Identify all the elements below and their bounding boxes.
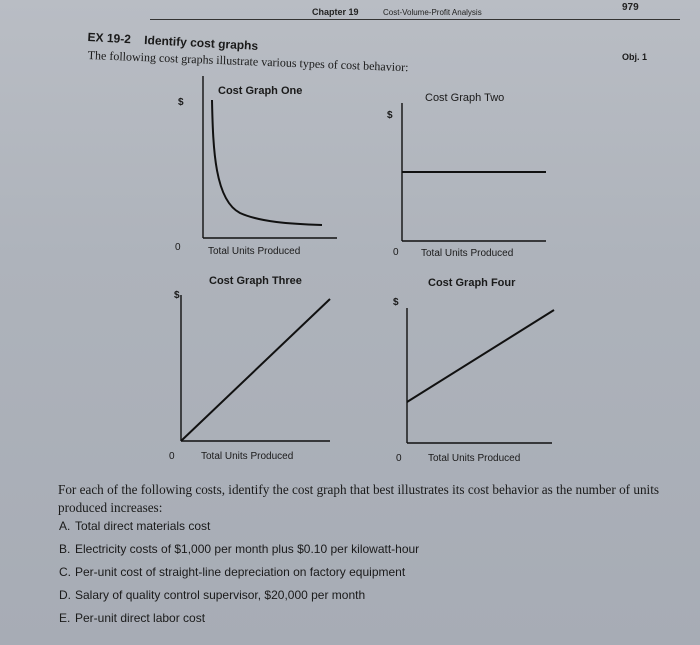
graph-four-title: Cost Graph Four (428, 277, 516, 289)
question-item (59, 519, 210, 533)
item-key: E. (59, 611, 71, 625)
graph-two (402, 103, 546, 241)
page-number: 979 (622, 2, 639, 13)
item-text: Electricity costs of $1,000 per month plus $0.10 per kilowatt-hour (75, 542, 420, 556)
chapter-title: Cost-Volume-Profit Analysis (383, 8, 482, 17)
graph-two-origin: 0 (393, 247, 399, 258)
exercise-number: EX 19-2 (87, 30, 132, 47)
graph-three-title: Cost Graph Three (209, 275, 302, 287)
item-text: Per-unit direct labor cost (75, 611, 206, 625)
graph-four-x-label: Total Units Produced (428, 453, 521, 464)
graph-three-x-label: Total Units Produced (201, 451, 294, 462)
item-text: Total direct materials cost (75, 519, 211, 533)
graph-one (203, 76, 337, 238)
item-key: B. (59, 542, 71, 556)
item-text: Per-unit cost of straight-line depreciation on factory equipment (75, 565, 406, 579)
graph-four-line-with-intercept (407, 310, 554, 402)
question-item (59, 588, 365, 602)
question-prompt: For each of the following costs, identify the cost graph that best illustrates its cost behavior as the number of units produced increases: (58, 482, 660, 515)
graph-two-x-label: Total Units Produced (421, 248, 514, 259)
question-item (59, 542, 419, 556)
item-key: A. (59, 519, 71, 533)
item-key: C. (59, 565, 71, 579)
item-key: D. (59, 588, 71, 602)
exercise-title: Identify cost graphs (143, 32, 259, 53)
graph-two-y-label: $ (387, 110, 393, 121)
graph-three-line-from-origin (181, 299, 330, 441)
graph-one-title: Cost Graph One (218, 85, 303, 97)
objective-label: Obj. 1 (622, 52, 648, 62)
item-text: Salary of quality control supervisor, $20,000 per month (75, 588, 366, 602)
graph-four-y-label: $ (393, 297, 399, 308)
graph-four (407, 308, 554, 443)
exercise-intro: The following cost graphs illustrate various types of cost behavior: (87, 48, 409, 75)
graph-three-y-label: $ (174, 290, 180, 301)
graph-one-decreasing-curve (212, 100, 322, 225)
graph-one-x-label: Total Units Produced (208, 246, 301, 257)
graph-three-origin: 0 (169, 451, 175, 462)
graph-one-y-label: $ (178, 97, 184, 108)
question-item (59, 611, 205, 625)
graph-one-origin: 0 (175, 242, 181, 253)
graph-three (181, 295, 330, 441)
question-item (59, 565, 405, 579)
chapter-label: Chapter 19 (312, 7, 359, 17)
graph-two-title: Cost Graph Two (425, 92, 505, 104)
graph-four-origin: 0 (396, 453, 402, 464)
